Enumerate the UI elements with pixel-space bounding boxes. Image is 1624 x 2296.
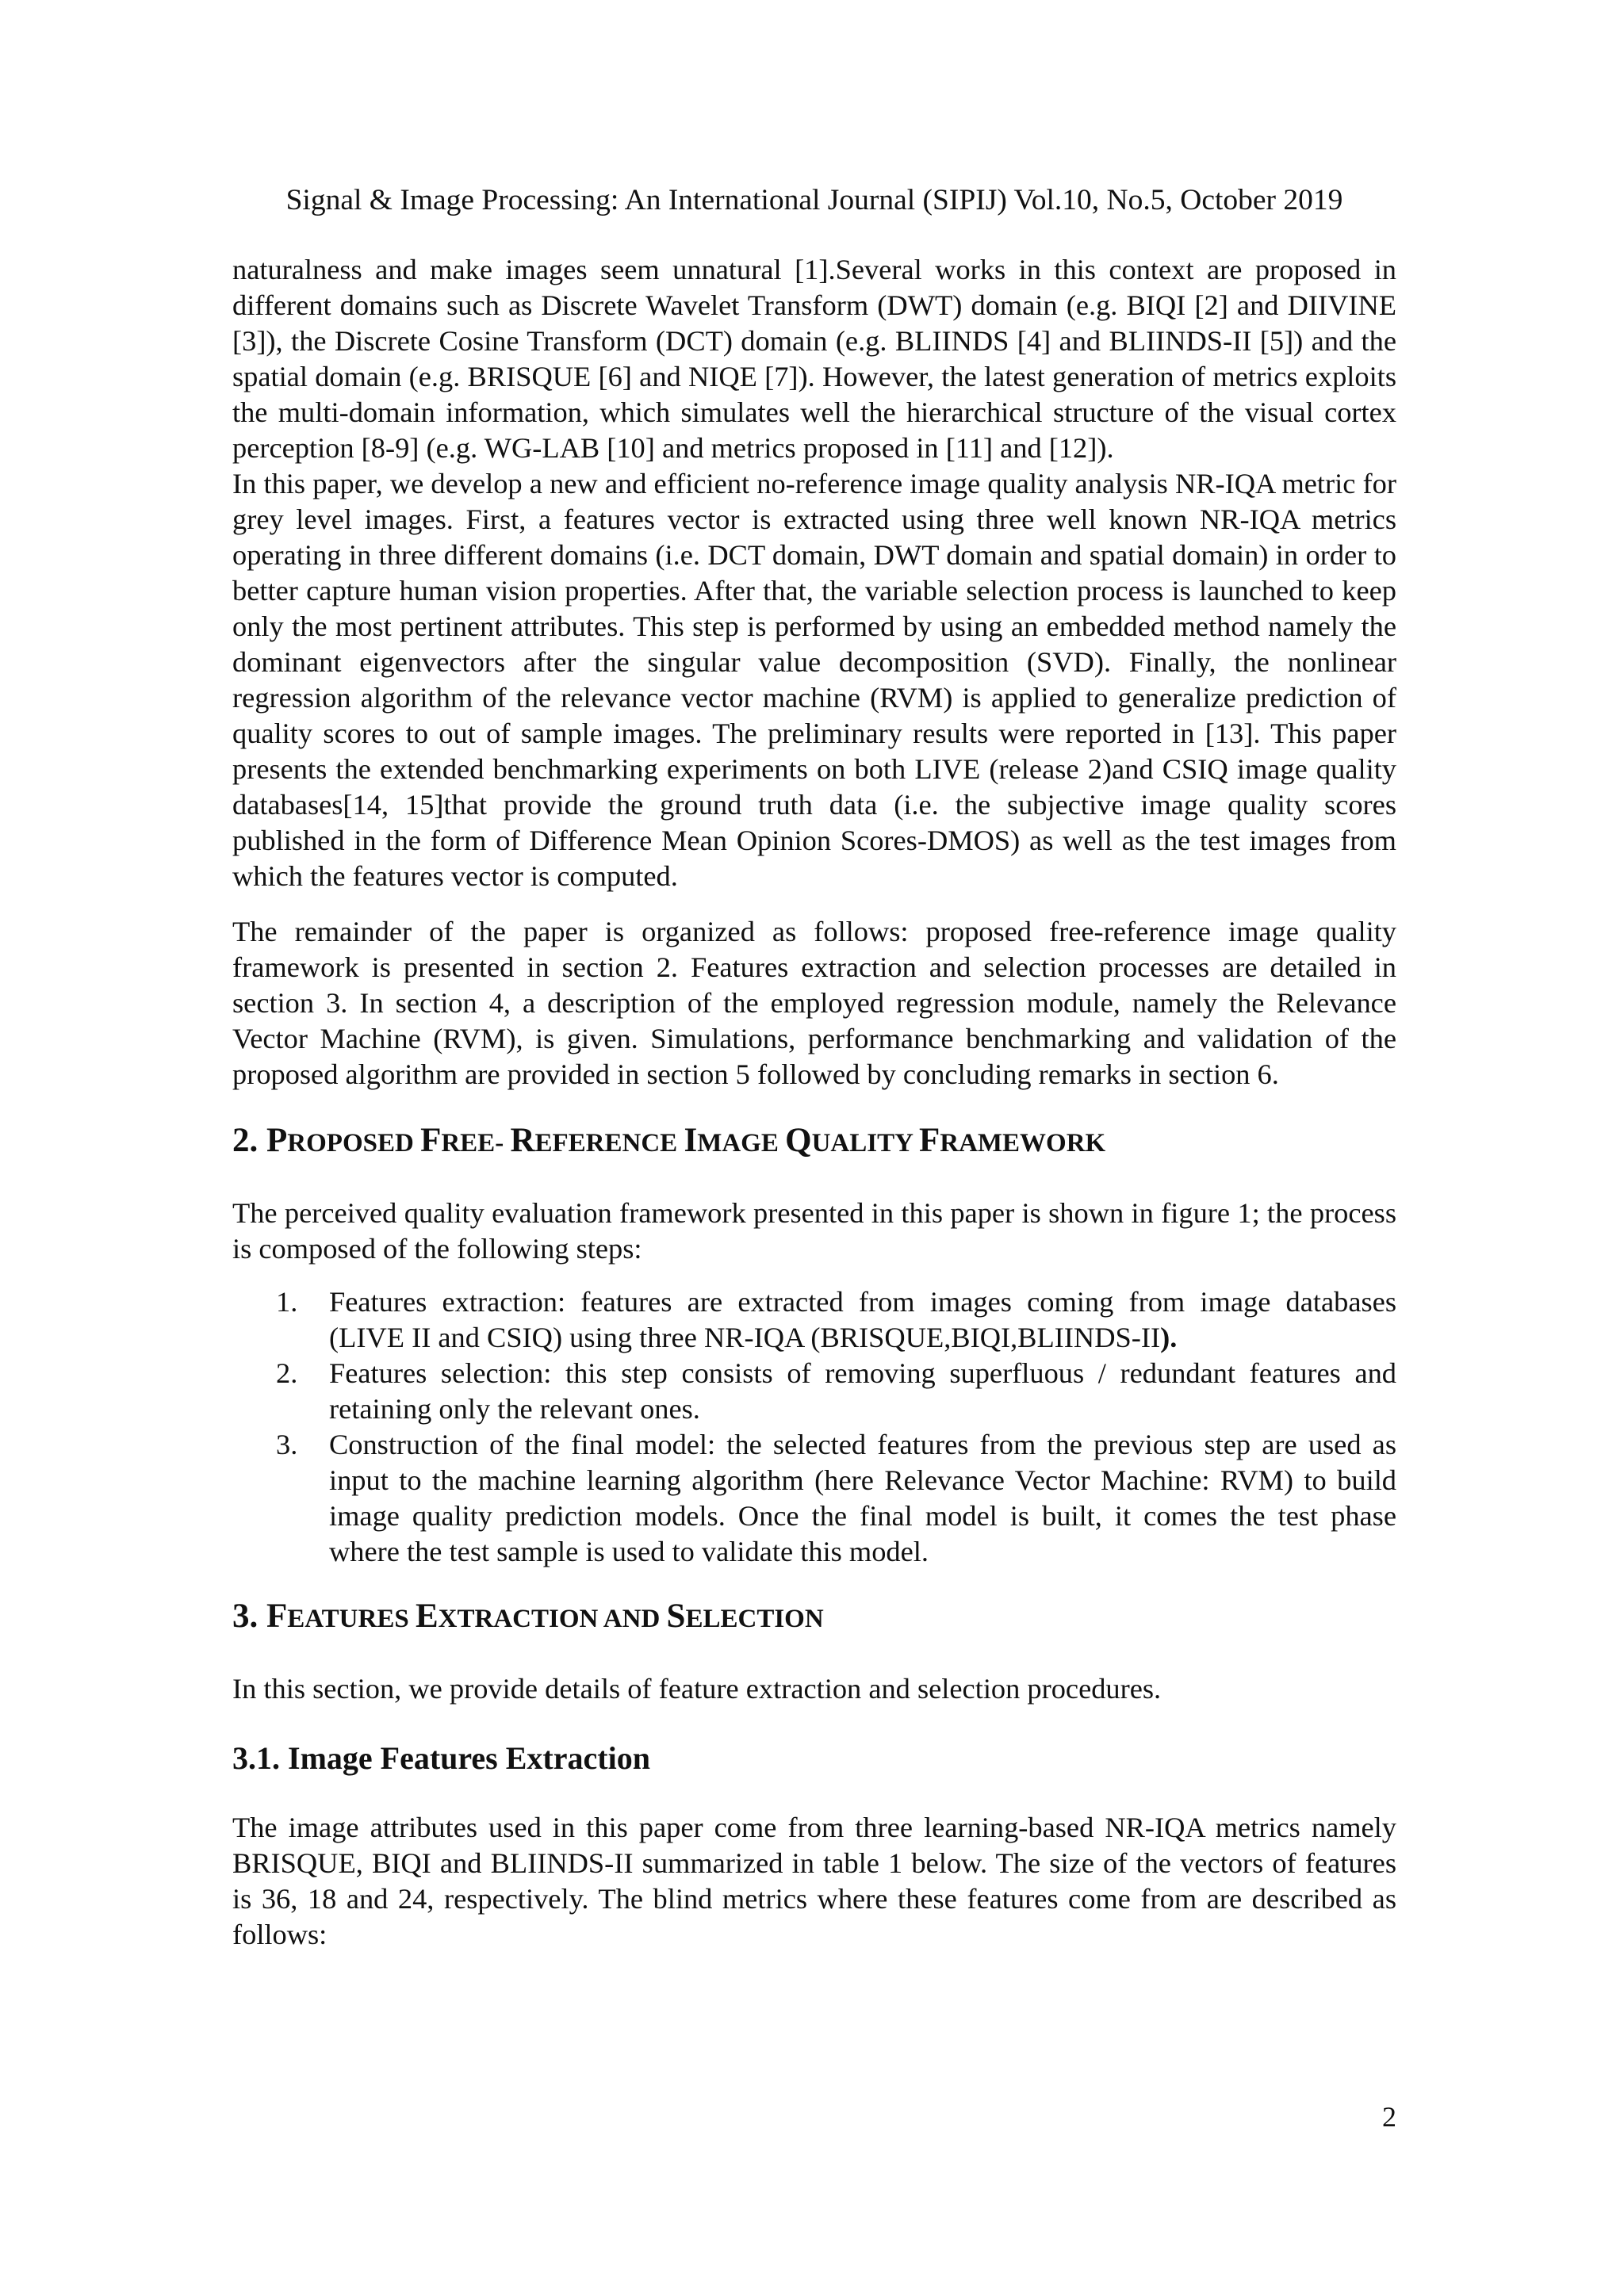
heading-part: ROPOSED — [287, 1129, 421, 1158]
paper-page — [232, 0, 1396, 2296]
list-item-number: 1. — [276, 1286, 298, 1318]
heading-part: S — [666, 1598, 686, 1635]
heading-part: P — [266, 1122, 288, 1159]
intro-paragraph-1-block — [232, 252, 1396, 466]
heading-part: XTRACTION AND — [438, 1605, 667, 1633]
heading-part: E — [415, 1598, 439, 1635]
intro-paragraph-2: In this paper, we develop a new and efficient no-reference image quality analysis NR-IQA metric for grey level images. First, a features vector is extracted using three well known NR-IQA metrics operating in three different domains (i.e. DCT domain, DWT domain and spatial domain) in order to better capture human vision properties. After that, the variable selection process is launched to keep only the most pertinent attributes. This step is performed by using an embedded method namely the dominant eigenvectors after the singular value decomposition (SVD). Finally, the nonlinear regression algorithm of the relevance vector machine (RVM) is applied to generalize prediction of quality scores to out of sample images. The preliminary results were reported in [13]. This paper presents the extended benchmarking experiments on both LIVE (release 2)and CSIQ image quality databases[14, 15]that provide the ground truth data (i.e. the subjective image quality scores published in the form of Difference Mean Opinion Scores-DMOS) as well as the test images from which the features vector is computed. — [232, 468, 1396, 892]
section-3-heading — [232, 1596, 1396, 1640]
heading-part: R — [510, 1122, 535, 1159]
section-2-heading — [232, 1120, 1396, 1164]
heading-part: REE- — [441, 1129, 511, 1158]
subsection-3-1-heading-block — [232, 1739, 1396, 1778]
heading-part: F — [918, 1122, 940, 1159]
list-item-text: Construction of the final model: the selected features from the previous step are used as input to the machine learning algorithm (here Relevance Vector Machine: RVM) to build image quality prediction models. Once the final model is built, it comes the test phase where the test sample is used to validate this model. — [329, 1429, 1396, 1567]
heading-part: EATURES — [287, 1605, 416, 1633]
subsection-3-1-paragraph-block — [232, 1810, 1396, 1953]
list-item-number: 2. — [276, 1357, 298, 1389]
page-number: 2 — [1382, 2101, 1396, 2133]
heading-part: UALITY — [811, 1129, 919, 1158]
section-3-intro: In this section, we provide details of feature extraction and selection procedures. — [232, 1673, 1162, 1705]
subsection-3-1-heading: 3.1. Image Features Extraction — [232, 1740, 650, 1776]
heading-part: EFERENCE — [534, 1129, 684, 1158]
running-header: Signal & Image Processing: An International Journal (SIPIJ) Vol.10, No.5, October 2019 — [285, 184, 1343, 216]
heading-part: I — [684, 1122, 698, 1159]
intro-paragraph-2-block — [232, 466, 1396, 894]
list-item — [232, 1427, 1396, 1570]
heading-part: Q — [785, 1122, 812, 1159]
intro-paragraph-3: The remainder of the paper is organized as follows: proposed free-reference image quality framework is presented in section 2. Features extraction and selection processes are detailed in section 3. In section 4, a description of the employed regression module, namely the Relevance Vector Machine (RVM), is given. Simulations, performance benchmarking and validation of the proposed algorithm are provided in section 5 followed by concluding remarks in section 6. — [232, 916, 1396, 1090]
list-item — [232, 1284, 1396, 1356]
section-3-heading-block — [232, 1596, 1396, 1640]
section-3-intro-block — [232, 1671, 1396, 1707]
list-item-text: Features selection: this step consists of removing superfluous / redundant features and retaining only the relevant ones. — [329, 1357, 1396, 1425]
heading-part: MAGE — [697, 1129, 786, 1158]
subsection-3-1-paragraph: The image attributes used in this paper come from three learning-based NR-IQA metrics namely BRISQUE, BIQI and BLIINDS-II summarized in table 1 below. The size of the vectors of features is 36, 18 and 24, respectively. The blind metrics where these features come from are described as follows: — [232, 1812, 1396, 1950]
intro-paragraph-3-block — [232, 914, 1396, 1093]
list-item-text-tail: ). — [1160, 1322, 1178, 1353]
section-2-heading-block — [232, 1120, 1396, 1164]
section-number: 3. — [232, 1598, 259, 1635]
section-2-intro: The perceived quality evaluation framework presented in this paper is shown in figure 1; the process is composed of the following steps: — [232, 1197, 1396, 1265]
heading-part: F — [420, 1122, 442, 1159]
section-2-intro-block — [232, 1196, 1396, 1267]
heading-part: F — [266, 1598, 288, 1635]
intro-paragraph-1: naturalness and make images seem unnatural [1].Several works in this context are proposed in different domains such as Discrete Wavelet Transform (DWT) domain (e.g. BIQI [2] and DIIVINE [3]), the Discrete Cosine Transform (DCT) domain (e.g. BLIINDS [4] and BLIINDS-II [5]) and the spatial domain (e.g. BRISQUE [6] and NIQE [7]). However, the latest generation of metrics exploits the multi-domain information, which simulates well the hierarchical structure of the visual cortex perception [8-9] (e.g. WG-LAB [10] and metrics proposed in [11] and [12]). — [232, 254, 1396, 464]
section-number: 2. — [232, 1122, 259, 1159]
heading-part: ELECTION — [685, 1605, 824, 1633]
list-item-text: Features extraction: features are extracted from images coming from image databases (LIVE II and CSIQ) using three NR-IQA (BRISQUE,BIQI,BLIINDS-II — [329, 1286, 1396, 1353]
framework-steps-list — [232, 1284, 1396, 1570]
heading-part: RAMEWORK — [940, 1129, 1106, 1158]
list-item-number: 3. — [276, 1429, 298, 1460]
list-item — [232, 1356, 1396, 1427]
